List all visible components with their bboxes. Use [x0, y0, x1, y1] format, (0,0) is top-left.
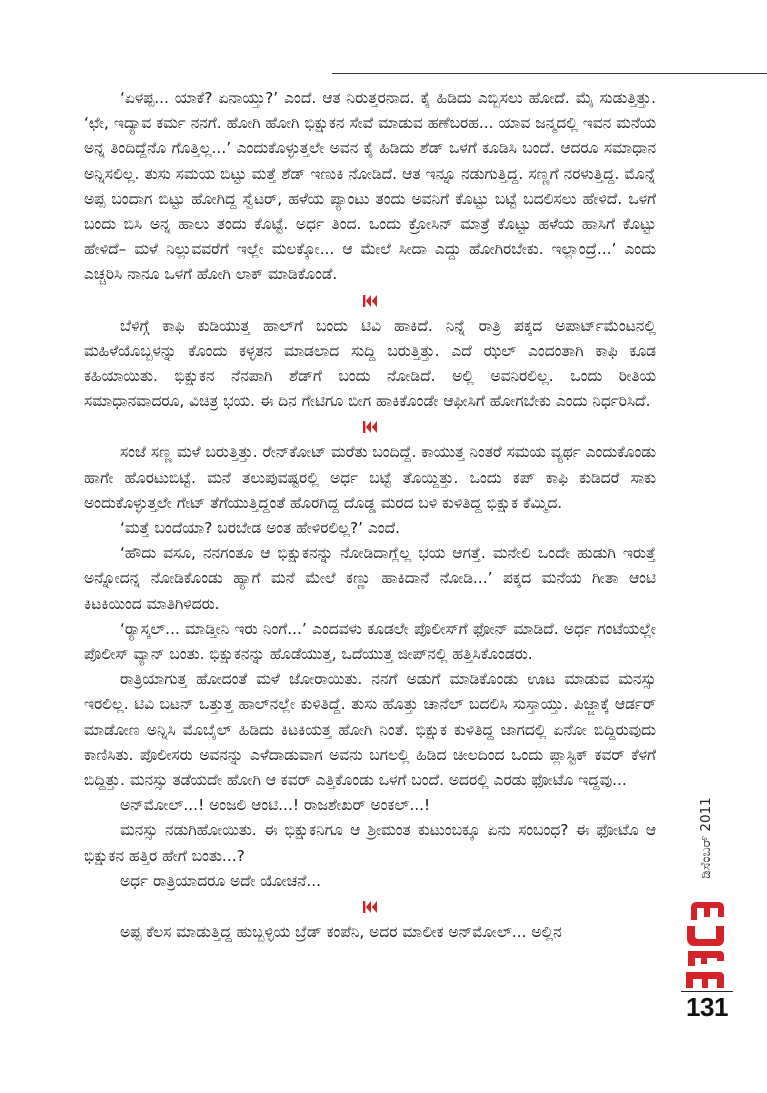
paragraph: ‘ಏಳಪ್ಪ... ಯಾಕೆ? ಏನಾಯ್ತು?’ ಎಂದೆ. ಆತ ನಿರುತ್ತರನಾದ. ಕೈ ಹಿಡಿದು ಎಬ್ಬಿಸಲು ಹೋದೆ. ಮೈ ಸುಡುತ್ತಿತ್ತು. ‘ಛೇ, ಇದ್ಯಾವ ಕರ್ಮ ನನಗೆ. ಹೋಗಿ ಹೋಗಿ ಭಿಕ್ಷುಕನ ಸೇವೆ ಮಾಡುವ ಹಣೆಬರಹ... ಯಾವ ಜನ್ಮದಲ್ಲಿ ಇವನ ಮನೆಯ ಅನ್ನ ತಿಂದಿದ್ದೆನೊ ಗೊತ್ತಿಲ್ಲ...’ ಎಂದುಕೊಳ್ಳುತ್ತಲೇ ಅವನ ಕೈ ಹಿಡಿದು ಶೆಡ್ ಒಳಗೆ ಕೂಡಿಸಿ ಬಂದೆ. ಆದರೂ ಸಮಾಧಾನ ಅನ್ನಿಸಲಿಲ್ಲ. ತುಸು ಸಮಯ ಬಿಟ್ಟು ಮತ್ತೆ ಶೆಡ್ ಇಣುಕಿ ನೋಡಿದೆ. ಆತ ಇನ್ನೂ ನಡುಗುತ್ತಿದ್ದ. ಸಣ್ಣಗೆ ನರಳುತ್ತಿದ್ದ. ಮೊನ್ನೆ ಅಪ್ಪ ಬಂದಾಗ ಬಿಟ್ಟು ಹೋಗಿದ್ದ ಸ್ವೆಟರ್, ಹಳೆಯ ಪ್ಯಾಂಟು ತಂದು ಅವನಿಗೆ ಕೊಟ್ಟು ಬಟ್ಟೆ ಬದಲಿಸಲು ಹೇಳಿದೆ. ಒಳಗೆ ಬಂದು ಬಿಸಿ ಅನ್ನ ಹಾಲು ತಂದು ಕೊಟ್ಟೆ. ಅರ್ಧ ತಿಂದ. ಒಂದು ಕ್ರೋಸಿನ್ ಮಾತ್ರೆ ಕೊಟ್ಟು ಹಳೆಯ ಹಾಸಿಗೆ ಕೊಟ್ಟು ಹೇಳಿದೆ– ಮಳೆ ನಿಲ್ಲುವವರೆಗೆ ಇಲ್ಲೇ ಮಲಕ್ಕೋ... ಆ ಮೇಲೆ ಸೀದಾ ಎದ್ದು ಹೋಗಿರಬೇಕು. ಇಲ್ಲಾಂದ್ರೆ...’ ಎಂದು ಎಚ್ಚರಿಸಿ ನಾನೂ ಒಳಗೆ ಹೋಗಿ ಲಾಕ್ ಮಾಡಿಕೊಂಡೆ.: [84, 89, 656, 284]
section-break: [84, 894, 656, 920]
issue-date: [684, 788, 728, 888]
header-rule: [332, 73, 767, 74]
paragraph: ಸಂಜೆ ಸಣ್ಣ ಮಳೆ ಬರುತ್ತಿತ್ತು. ರೇನ್‌ಕೋಟ್ ಮರೆತು ಬಂದಿದ್ದೆ. ಕಾಯುತ್ತ ನಿಂತರೆ ಸಮಯ ವ್ಯರ್ಥ ಎಂದುಕೊಂಡು ಹಾಗೇ ಹೊರಟುಬಿಟ್ಟೆ. ಮನೆ ತಲುಪುವಷ್ಟರಲ್ಲಿ ಅರ್ಧ ಬಟ್ಟೆ ತೊಯ್ದಿತ್ತು. ಒಂದು ಕಪ್ ಕಾಫಿ ಕುಡಿದರೆ ಸಾಕು ಅಂದುಕೊಳ್ಳುತ್ತಲೇ ಗೇಟ್ ತೆಗೆಯುತ್ತಿದ್ದಂತೆ ಹೊರಗಿದ್ದ ದೊಡ್ಡ ಮರದ ಬಳಿ ಕುಳಿತಿದ್ದ ಭಿಕ್ಷುಕ ಕೆಮ್ಮಿದ.: [84, 443, 656, 512]
paragraph: ಅರ್ಧ ರಾತ್ರಿಯಾದರೂ ಅದೇ ಯೋಚನೆ...: [120, 871, 322, 890]
paragraph: ಅಪ್ಪ ಕೆಲಸ ಮಾಡುತ್ತಿದ್ದ ಹುಬ್ಬಳ್ಳಿಯ ಬ್ರೆಡ್ ಕಂಪೆನಿ, ಅದರ ಮಾಲೀಕ ಅನ್‌ಮೋಲ್... ಅಲ್ಲಿನ: [120, 923, 562, 942]
article-body: [84, 86, 656, 945]
section-break: [84, 288, 656, 314]
paragraph: ಮನಸ್ಸು ನಡುಗಿಹೋಯಿತು. ಈ ಭಿಕ್ಷುಕನಿಗೂ ಆ ಶ್ರೀಮಂತ ಕುಟುಂಬಕ್ಕೂ ಏನು ಸಂಬಂಧ? ಈ ಫೋಟೊ ಆ ಭಿಕ್ಷುಕನ ಹತ್ತಿರ ಹೇಗೆ ಬಂತು...?: [84, 821, 656, 865]
paragraph: ಅನ್‌ಮೋಲ್...! ಅಂಜಲಿ ಆಂಟಿ...! ರಾಜಶೇಖರ್ ಅಂಕಲ್...!: [120, 796, 431, 815]
paragraph: ‘ಹೌದು ವಸೂ, ನನಗಂತೂ ಆ ಭಿಕ್ಷುಕನನ್ನು ನೋಡಿದಾಗ್ಲೆಲ್ಲ ಭಯ ಆಗತ್ತೆ. ಮನೇಲಿ ಒಂದೇ ಹುಡುಗಿ ಇರುತ್ತೆ ಅನ್ನೋದನ್ನ ನೋಡಿಕೊಂಡು ಹ್ಯಾಗೆ ಮನೆ ಮೇಲೆ ಕಣ್ಣು ಹಾಕಿದಾನೆ ನೋಡಿ...’ ಪಕ್ಕದ ಮನೆಯ ಗೀತಾ ಆಂಟಿ ಕಿಟಕಿಯಿಂದ ಮಾತಿಗಿಳಿದರು.: [84, 544, 656, 613]
page-number: 131: [686, 992, 728, 1022]
paragraph: ರಾತ್ರಿಯಾಗುತ್ತ ಹೋದಂತೆ ಮಳೆ ಜೋರಾಯಿತು. ನನಗೆ ಅಡುಗೆ ಮಾಡಿಕೊಂಡು ಊಟ ಮಾಡುವ ಮನಸ್ಸು ಇರಲಿಲ್ಲ. ಟಿವಿ ಬಟನ್ ಒತ್ತುತ್ತ ಹಾಲ್‌ನಲ್ಲೇ ಕುಳಿತಿದ್ದೆ. ತುಸು ಹೊತ್ತು ಚಾನೆಲ್ ಬದಲಿಸಿ ಸುಸ್ತಾಯ್ತು. ಪಿಜ್ಜಾಕ್ಕೆ ಆರ್ಡರ್ ಮಾಡೋಣ ಅನ್ನಿಸಿ ಮೊಬೈಲ್ ಹಿಡಿದು ಕಿಟಕಿಯತ್ತ ಹೋಗಿ ನಿಂತೆ. ಭಿಕ್ಷುಕ ಕುಳಿತಿದ್ದ ಜಾಗದಲ್ಲಿ ಏನೋ ಬಿದ್ದಿರುವುದು ಕಾಣಿಸಿತು. ಪೊಲೀಸರು ಅವನನ್ನು ಎಳೆದಾಡುವಾಗ ಅವನು ಬಗಲಲ್ಲಿ ಹಿಡಿದ ಚೀಲದಿಂದ ಒಂದು ಪ್ಲಾಸ್ಟಿಕ್ ಕವರ್ ಕೆಳಗೆ ಬಿದ್ದಿತ್ತು. ಮನಸ್ಸು ತಡೆಯದೇ ಹೋಗಿ ಆ ಕವರ್ ಎತ್ತಿಕೊಂಡು ಒಳಗೆ ಬಂದೆ. ಅದರಲ್ಲಿ ಎರಡು ಫೋಟೊ ಇದ್ದವು...: [84, 670, 656, 790]
section-break: [84, 414, 656, 440]
mayura-logo-icon: [683, 898, 727, 992]
paragraph: ಬೆಳಿಗ್ಗೆ ಕಾಫಿ ಕುಡಿಯುತ್ತ ಹಾಲ್‌ಗೆ ಬಂದು ಟಿವಿ ಹಾಕಿದೆ. ನಿನ್ನೆ ರಾತ್ರಿ ಪಕ್ಕದ ಅಪಾರ್ಟ್‌ಮೆಂಟನಲ್ಲಿ ಮಹಿಳೆಯೊಬ್ಬಳನ್ನು ಕೊಂದು ಕಳ್ಳತನ ಮಾಡಲಾದ ಸುದ್ದಿ ಬರುತ್ತಿತ್ತು. ಎದೆ ಝಲ್ ಎಂದಂತಾಗಿ ಕಾಫಿ ಕೂಡ ಕಹಿಯಾಯಿತು. ಭಿಕ್ಷುಕನ ನೆನಪಾಗಿ ಶೆಡ್‌ಗೆ ಬಂದು ನೋಡಿದೆ. ಅಲ್ಲಿ ಅವನಿರಲಿಲ್ಲ. ಒಂದು ರೀತಿಯ ಸಮಾಧಾನವಾದರೂ, ವಿಚಿತ್ರ ಭಯ. ಈ ದಿನ ಗೇಟಿಗೂ ಬೀಗ ಹಾಕಿಕೊಂಡೇ ಆಫೀಸಿಗೆ ಹೋಗಬೇಕು ಎಂದು ನಿರ್ಧರಿಸಿದೆ.: [84, 316, 656, 411]
paragraph: ‘ಮತ್ತೆ ಬಂದೆಯಾ? ಬರಬೇಡ ಅಂತ ಹೇಳಿರಲಿಲ್ಲ?’ ಎಂದೆ.: [120, 519, 401, 538]
issue-date-text: ಡಿಸೆಂಬರ್ 2011: [698, 797, 714, 879]
section-break-icon: [363, 295, 377, 307]
paragraph: ‘ರ್‍ಯಾಸ್ಕಲ್... ಮಾಡ್ತೀನಿ ಇರು ನಿಂಗೆ...’ ಎಂದವಳು ಕೂಡಲೇ ಪೊಲೀಸ್‌ಗೆ ಫೋನ್ ಮಾಡಿದೆ. ಅರ್ಧ ಗಂಟೆಯಲ್ಲೇ ಪೊಲೀಸ್ ವ್ಯಾನ್ ಬಂತು. ಭಿಕ್ಷುಕನನ್ನು ಹೊಡೆಯುತ್ತ, ಒದೆಯುತ್ತ ಜೀಪ್‌ನಲ್ಲಿ ಹತ್ತಿಸಿಕೊಂಡರು.: [84, 619, 656, 664]
section-break-icon: [363, 421, 377, 433]
section-break-icon: [363, 901, 377, 913]
magazine-logo: [683, 898, 727, 992]
